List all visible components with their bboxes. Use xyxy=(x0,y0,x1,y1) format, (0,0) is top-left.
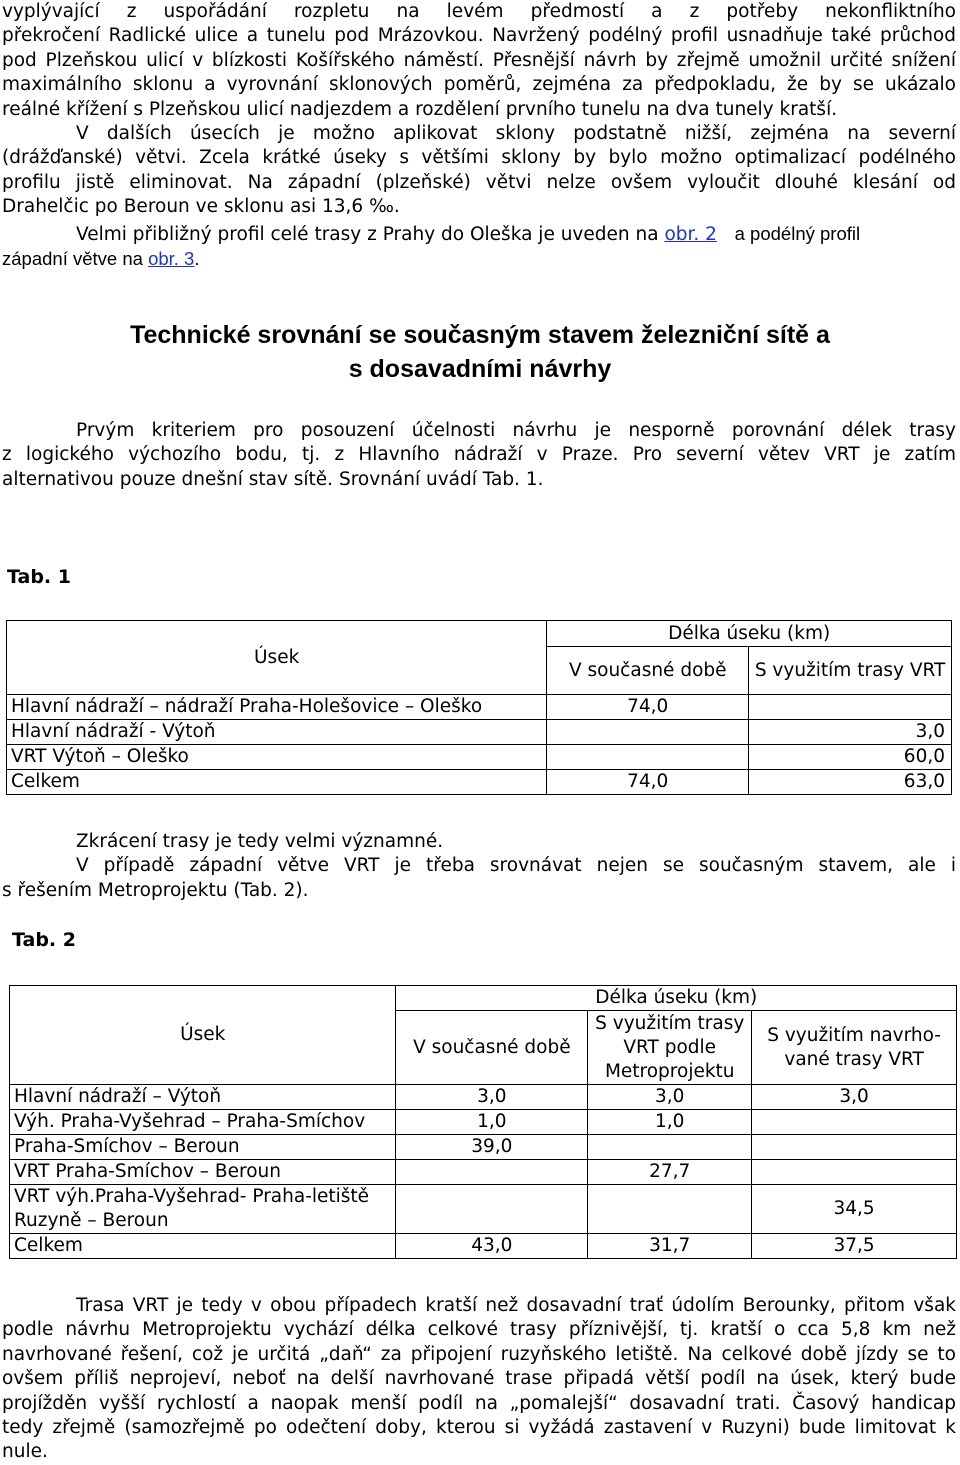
paragraph-conclusion xyxy=(2,1294,956,1465)
table-cell: Hlavní nádraží – nádraží Praha-Holešovice – Oleško xyxy=(7,695,547,720)
text-line: podle návrhu Metroprojektu vychází délka celkové trasy příznivější, tj. kratší o cca 5,8 km než xyxy=(2,1319,956,1341)
table-row xyxy=(7,770,952,795)
text-line: ovšem příliš neprojeví, neboť na delší navrhované trase připadá větší podíl na úsek, který bude xyxy=(2,1368,956,1390)
table-cell: 3,0 xyxy=(588,1085,752,1110)
table-cell xyxy=(588,1135,752,1160)
text-line: (drážďanské) větvi. Zcela krátké úseky s většími sklony by bylo možno optimalizací podélného xyxy=(2,147,956,169)
table-1 xyxy=(6,620,952,795)
table-cell: 63,0 xyxy=(749,770,952,795)
heading-line-1: Technické srovnání se současným stavem železniční sítě a xyxy=(130,321,830,349)
table-cell xyxy=(396,1160,588,1185)
table-cell: Celkem xyxy=(7,770,547,795)
table-1-caption: Tab. 1 xyxy=(7,566,71,588)
table-2-header-length: Délka úseku (km) xyxy=(396,986,957,1011)
table-2 xyxy=(9,985,957,1259)
text-line xyxy=(2,122,956,146)
text-line xyxy=(2,854,956,878)
table-2-caption: Tab. 2 xyxy=(12,929,76,951)
table-row xyxy=(10,1234,957,1259)
text-line: maximálního sklonu a vyrovnání sklonových poměrů, zejména za předpokladu, že by se ukázalo xyxy=(2,74,956,96)
text-line: nule. xyxy=(2,1441,48,1463)
table-cell: 3,0 xyxy=(396,1085,588,1110)
table-cell: Praha-Smíchov – Beroun xyxy=(10,1135,396,1160)
text-line: navrhované řešení, což je určitá „daň“ za připojení ruzyňského letiště. Na celkové době jízdy se to xyxy=(2,1343,956,1365)
table-cell xyxy=(588,1185,752,1234)
table-cell: Celkem xyxy=(10,1234,396,1259)
table-cell: 3,0 xyxy=(749,720,952,745)
table-cell: 37,5 xyxy=(752,1234,957,1259)
text-line xyxy=(2,419,956,443)
table-row xyxy=(7,695,952,720)
table-cell: 74,0 xyxy=(547,695,749,720)
text-line: překročení Radlické ulice a tunelu pod Mrázovkou. Navržený podélný profil usnadňuje také průchod xyxy=(2,25,956,47)
table-cell xyxy=(749,695,952,720)
text-line-content: Zkrácení trasy je tedy velmi významné. xyxy=(76,831,444,852)
table-cell: VRT výh.Praha-Vyšehrad- Praha-letiště Ruzyně – Beroun xyxy=(10,1185,396,1234)
table-cell: Výh. Praha-Vyšehrad – Praha-Smíchov xyxy=(10,1110,396,1135)
text-line: profilu jistě eliminovat. Na západní (plzeňské) větvi nelze ovšem vyloučit dlouhé klesání od xyxy=(2,171,956,193)
table-1-header-section: Úsek xyxy=(7,621,547,695)
paragraph-profile-figures xyxy=(2,222,956,272)
table-cell: 27,7 xyxy=(588,1160,752,1185)
table-cell: Hlavní nádraží - Výtoň xyxy=(7,720,547,745)
table-cell: 3,0 xyxy=(752,1085,957,1110)
text-line: z logického výchozího bodu, tj. z Hlavního nádraží v Praze. Pro severní větev VRT je zatím xyxy=(2,444,956,466)
table-cell: 43,0 xyxy=(396,1234,588,1259)
text-line-tail: . xyxy=(194,248,200,270)
table-cell: 74,0 xyxy=(547,770,749,795)
table-cell: 60,0 xyxy=(749,745,952,770)
table-row xyxy=(10,1110,957,1135)
table-1-header-current: V současné době xyxy=(547,647,749,695)
paragraph-comparison-intro xyxy=(2,419,956,492)
table-row xyxy=(10,1135,957,1160)
text-line: pod Plzeňskou ulicí v blízkosti Košířského náměstí. Přesnější návrh by zřejmě umožnil určité snížení xyxy=(2,49,956,71)
text-line xyxy=(2,247,956,271)
text-line xyxy=(2,222,956,247)
table-row xyxy=(7,720,952,745)
text-line: s řešením Metroprojektu (Tab. 2). xyxy=(2,879,309,901)
table-cell: 31,7 xyxy=(588,1234,752,1259)
text-line-content: Velmi přibližný profil celé trasy z Prahy do Oleška je uveden na xyxy=(76,224,659,245)
figure-2-link[interactable]: obr. 2 xyxy=(664,224,717,245)
text-line-content: západní větve na xyxy=(2,248,143,270)
text-line: Drahelčic po Beroun ve sklonu asi 13,6 ‰. xyxy=(2,196,400,218)
table-cell xyxy=(547,745,749,770)
paragraph-route-profile xyxy=(2,0,956,122)
table-2-header-proposed: S využitím navrho-vané trasy VRT xyxy=(752,1011,957,1085)
text-line-content: Trasa VRT je tedy v obou případech kratší než dosavadní trať údolím Berounky, přitom však xyxy=(76,1295,956,1316)
table-cell: VRT Výtoň – Oleško xyxy=(7,745,547,770)
table-row xyxy=(7,745,952,770)
table-cell: 1,0 xyxy=(588,1110,752,1135)
table-cell: 1,0 xyxy=(396,1110,588,1135)
table-cell xyxy=(752,1135,957,1160)
text-line-tail: a podélný profil xyxy=(734,223,861,244)
text-line: tedy zřejmě (samozřejmě po odečtení doby, kterou si vyžádá zastavení v Ruzyni) bude limitovat k xyxy=(2,1417,956,1439)
table-2-header-metro: S využitím trasy VRT podle Metroprojektu xyxy=(588,1011,752,1085)
table-2-header-section: Úsek xyxy=(10,986,396,1085)
text-line-content: Prvým kriteriem pro posouzení účelnosti návrhu je nesporně porovnání délek trasy xyxy=(76,420,956,441)
text-line: reálné křížení s Plzeňskou ulicí nadjezdem a rozdělení prvního tunelu na dva tunely kratší. xyxy=(2,98,838,120)
table-2-header-current: V současné době xyxy=(396,1011,588,1085)
table-1-header-vrt: S využitím trasy VRT xyxy=(749,647,952,695)
heading-line-2: s dosavadními návrhy xyxy=(348,355,612,383)
text-line: projížděn vyšší rychlostí a naopak menší podíl na „pomalejší“ dosavadní trati. Časový handicap xyxy=(2,1392,956,1414)
table-row xyxy=(10,1185,957,1234)
text-line-content: V případě západní větve VRT je třeba srovnávat nejen se současným stavem, ale i xyxy=(76,855,956,877)
text-line xyxy=(2,1294,956,1318)
text-line xyxy=(2,830,956,854)
table-1-header-length: Délka úseku (km) xyxy=(547,621,952,647)
table-cell: 34,5 xyxy=(752,1185,957,1234)
paragraph-gradients xyxy=(2,122,956,220)
table-row xyxy=(10,1085,957,1110)
table-cell xyxy=(547,720,749,745)
paragraph-shortening xyxy=(2,830,956,903)
table-cell: Hlavní nádraží – Výtoň xyxy=(10,1085,396,1110)
text-line-content: V dalších úsecích je možno aplikovat sklony podstatně nižší, zejména na severní xyxy=(76,123,956,144)
text-line: vyplývající z uspořádání rozpletu na levém předmostí a z potřeby nekonfliktního xyxy=(2,1,956,22)
section-heading xyxy=(0,318,960,386)
table-cell xyxy=(752,1110,957,1135)
figure-3-link[interactable]: obr. 3 xyxy=(148,248,195,270)
table-cell xyxy=(752,1160,957,1185)
table-cell: 39,0 xyxy=(396,1135,588,1160)
text-line: alternativou pouze dnešní stav sítě. Srovnání uvádí Tab. 1. xyxy=(2,468,544,490)
table-cell: VRT Praha-Smíchov – Beroun xyxy=(10,1160,396,1185)
table-row xyxy=(10,1160,957,1185)
table-cell xyxy=(396,1185,588,1234)
